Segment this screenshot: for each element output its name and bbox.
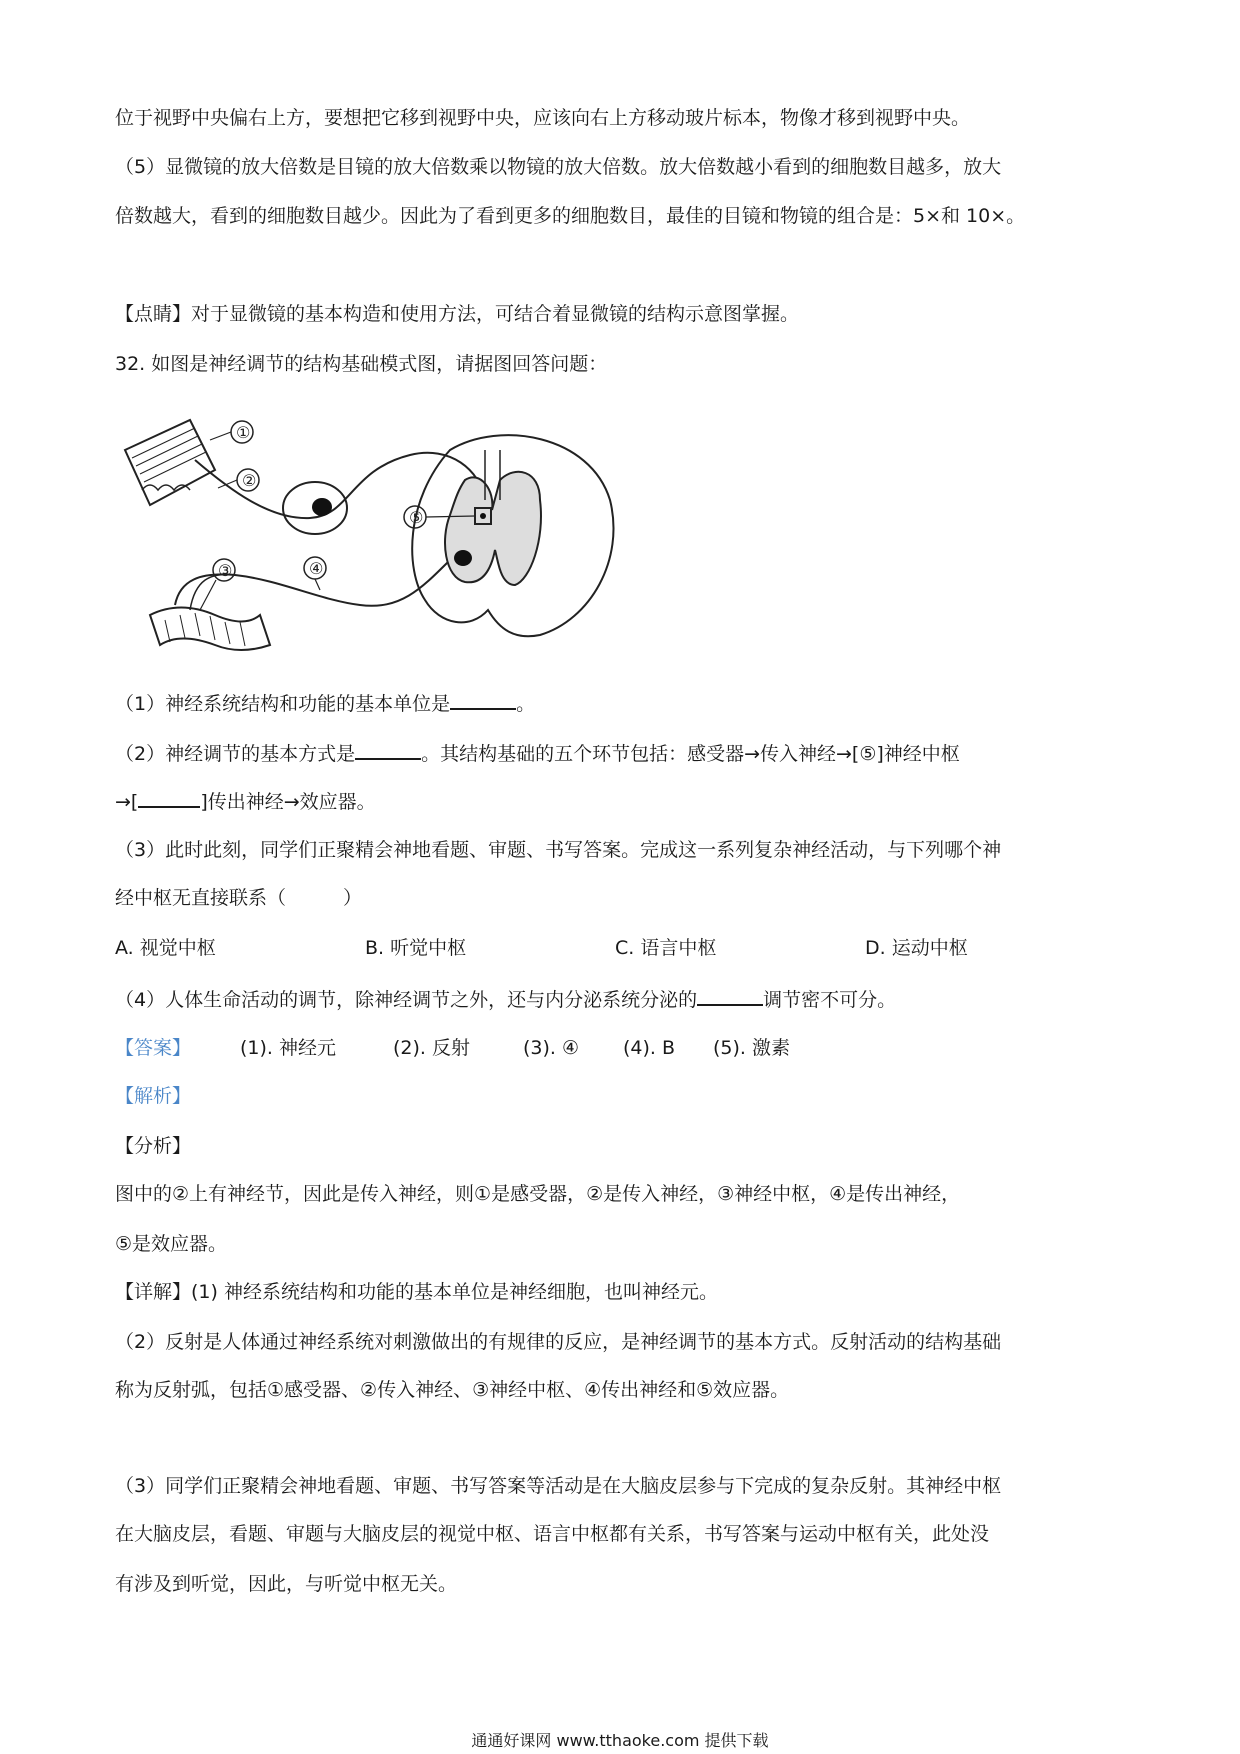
option-d[interactable]: D. 运动中枢: [865, 937, 968, 959]
label-3: ③: [218, 561, 233, 580]
text-line: 图中的②上有神经节，因此是传入神经，则①是感受器，②是传入神经，③神经中枢，④是传出神经，: [115, 1183, 961, 1205]
question-32: 32. 如图是神经调节的结构基础模式图，请据图回答问题：: [115, 353, 608, 375]
answer-1: (1). 神经元: [240, 1037, 336, 1059]
option-c[interactable]: C. 语言中枢: [615, 937, 717, 959]
label-4: ④: [309, 559, 324, 578]
fenxi-label: 【分析】: [115, 1135, 192, 1157]
answer-blank[interactable]: [138, 788, 200, 808]
question-4: （4）人体生命活动的调节，除神经调节之外，还与内分泌系统分泌的 调节密不可分。: [115, 986, 896, 1012]
answer-4: (4). B: [623, 1037, 676, 1059]
label-2: ②: [242, 471, 257, 490]
detail-2: （2）反射是人体通过神经系统对刺激做出的有规律的反应，是神经调节的基本方式。反射活动的结构基础: [115, 1331, 1002, 1353]
question-2: （2）神经调节的基本方式是 。其结构基础的五个环节包括：感受器→传入神经→[⑤]神经中枢: [115, 740, 960, 766]
answer-5: (5). 激素: [713, 1037, 790, 1059]
answer-label: 【答案】: [115, 1037, 192, 1059]
detail-1: 【详解】(1) 神经系统结构和功能的基本单位是神经细胞，也叫神经元。: [115, 1281, 718, 1303]
label-1: ①: [236, 423, 251, 442]
text-line: ⑤是效应器。: [115, 1233, 228, 1255]
text-line: （5）显微镜的放大倍数是目镜的放大倍数乘以物镜的放大倍数。放大倍数越小看到的细胞数目越多，放大: [115, 156, 1002, 178]
answer-blank[interactable]: [697, 986, 763, 1006]
question-3-cont: 经中枢无直接联系（ ）: [115, 887, 363, 909]
detail-3-cont: 在大脑皮层，看题、审题与大脑皮层的视觉中枢、语言中枢都有关系，书写答案与运动中枢有关，此处没: [115, 1523, 990, 1545]
analysis-label: 【解析】: [115, 1085, 192, 1107]
answer-3: (3). ④: [523, 1037, 580, 1059]
detail-2-cont: 称为反射弧，包括①感受器、②传入神经、③神经中枢、④传出神经和⑤效应器。: [115, 1379, 790, 1401]
footer: 通通好课网 www.tthaoke.com 提供下载: [471, 1731, 769, 1750]
detail-3: （3）同学们正聚精会神地看题、审题、书写答案等活动是在大脑皮层参与下完成的复杂反射。其神经中枢: [115, 1475, 1002, 1497]
options-row: [115, 936, 1115, 960]
text-line: 位于视野中央偏右上方，要想把它移到视野中央，应该向右上方移动玻片标本，物像才移到视野中央。: [115, 107, 971, 129]
answer-blank[interactable]: [355, 740, 421, 760]
text-line: 倍数越大，看到的细胞数目越少。因此为了看到更多的细胞数目，最佳的目镜和物镜的组合是：5×和 10×。: [115, 205, 1026, 227]
answer-blank[interactable]: [450, 690, 516, 710]
question-1: （1）神经系统结构和功能的基本单位是 。: [115, 690, 535, 716]
option-a[interactable]: A. 视觉中枢: [115, 937, 216, 959]
option-b[interactable]: B. 听觉中枢: [365, 937, 467, 959]
answer-row: [115, 1036, 1115, 1060]
reflex-arc-diagram: [120, 410, 640, 660]
detail-3-cont: 有涉及到听觉，因此，与听觉中枢无关。: [115, 1573, 458, 1595]
point-note: 【点睛】对于显微镜的基本构造和使用方法，可结合着显微镜的结构示意图掌握。: [115, 303, 800, 325]
question-3: （3）此时此刻，同学们正聚精会神地看题、审题、书写答案。完成这一系列复杂神经活动，与下列哪个神: [115, 839, 1002, 861]
label-5: ⑤: [409, 508, 424, 527]
answer-2: (2). 反射: [393, 1037, 470, 1059]
question-2-cont: →[ ]传出神经→效应器。: [115, 788, 376, 814]
